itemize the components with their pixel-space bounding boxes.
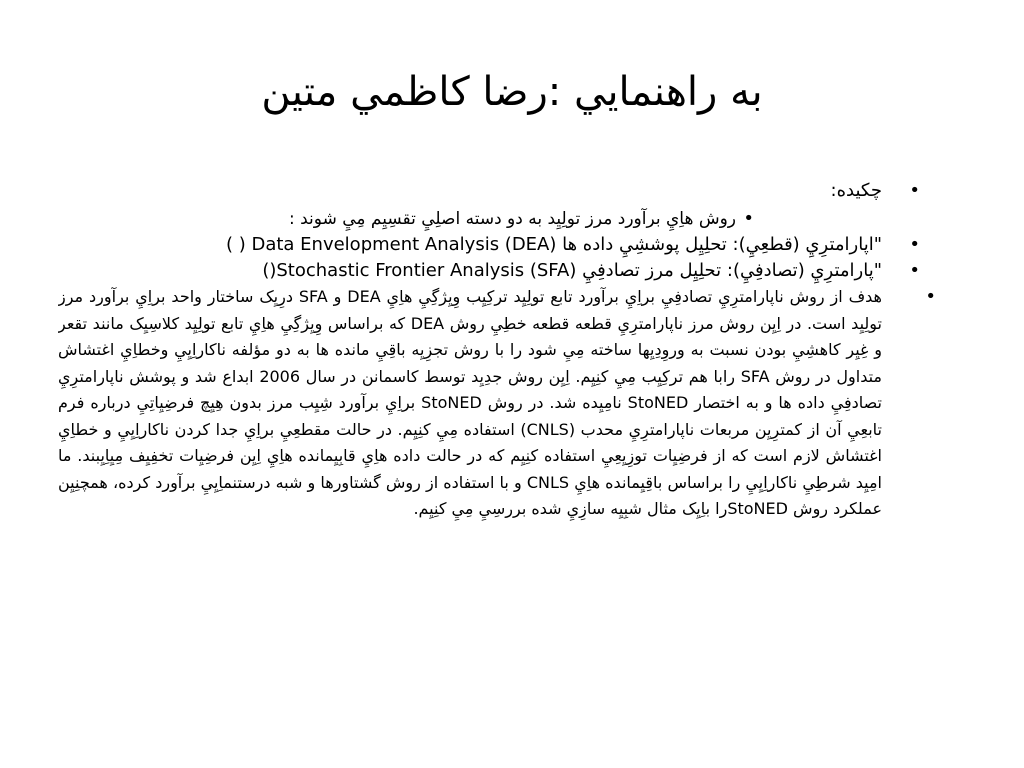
bullet-stoned-paragraph xyxy=(58,284,936,523)
bullet-text: "پارامترِيِ (تصادفِيِ): تحلِيِل مرز تصادفِيِ Stochastic Frontier Analysis (SFA)() xyxy=(262,260,882,281)
bullet-text: هدف از روش ناپارامترِيِ تصادفِيِ براِيِ برآورد تابع تولِيِد تركِيِب وِيِژگِيِ هاِيِ DEA و SFA درِيِک ساختار واحد براِيِ برآورد مرز تولِيِد است. در اِيِن روش مرز ناپارامترِيِ قطعه قطعه خطِيِ روش DEA كه براساس وِيِژگِيِ هاِيِ تابع تولِيِد كلاسِيِک مانند تقعر و غِيِر كاهشِيِ بودن نسبت به وروِدِيِها ساخته مِيِ شود را با روش تجزِيِه باقِيِ مانده ها به دو مؤلفه ناكاراِيِيِ وخطاِيِ اغتشاش متداول در روش SFA رابا هم تركِيِب مِيِ كنِيِم. اِيِن روش جدِيِد توسط كاسمانن در سال 2006 ابداع شد و پوشش ناپارامترِيِ تصادفِيِ داده ها و به اختصار StoNED نامِيِده شد. در روش StoNED براِيِ برآورد شِيِب مرز بدون هِيِچ فرضِيِاتِيِ درباره فرم تابعِيِ آن از كمترِيِن مربعات ناپارامترِيِ محدب (CNLS) استفاده مِيِ كنِيِم. در حالت مقطعِيِ براِيِ جدا كردن ناكاراِيِيِ و خطاِيِ اغتشاش لازم است كه از فرضِيِات توزِيِعِيِ استفاده كنِيِم كه در حالت داده هاِيِ قابِيِمانده هاِيِ اِيِن فرضِيِات تخفِيِف مِيِاِيِبند. ما امِيِد شرطِيِ ناكاراِيِيِ را براساس باقِيِمانده هاِيِ CNLS و با استفاده از روش گشتاورها و شبه درستنماِيِيِ برآورد كرده، همچنِيِن عملكرد روش StoNEDرا باِيِک مثال شبِيِه سازِيِ شده بررسِيِ مِيِ كنِيِم. xyxy=(58,287,883,518)
bullet-dot-icon: • xyxy=(925,286,936,307)
bullet-methods-intro xyxy=(58,206,936,232)
bullet-dot-icon: • xyxy=(909,260,920,281)
slide-title: به راهنمايي :رضا كاظمي متين xyxy=(261,69,763,115)
bullet-sfa xyxy=(58,258,936,284)
bullet-dot-icon: • xyxy=(909,180,920,201)
bullet-dot-icon: • xyxy=(743,208,754,229)
bullet-text: چكيده: xyxy=(830,180,882,201)
bullet-text: "اپارامترِيِ (قطعِيِ): تحلِيِل پوششِيِ داده ها Data Envelopment Analysis (DEA) ( ) xyxy=(225,234,882,255)
bullet-dot-icon: • xyxy=(909,234,920,255)
bullet-dea xyxy=(58,232,936,258)
bullet-text: روش هاِيِ برآورد مرز تولِيِد به دو دسته اصلِيِ تقسِيِم مِيِ شوند : xyxy=(289,209,736,229)
bullet-abstract-heading xyxy=(58,176,936,206)
slide-content xyxy=(58,176,936,656)
